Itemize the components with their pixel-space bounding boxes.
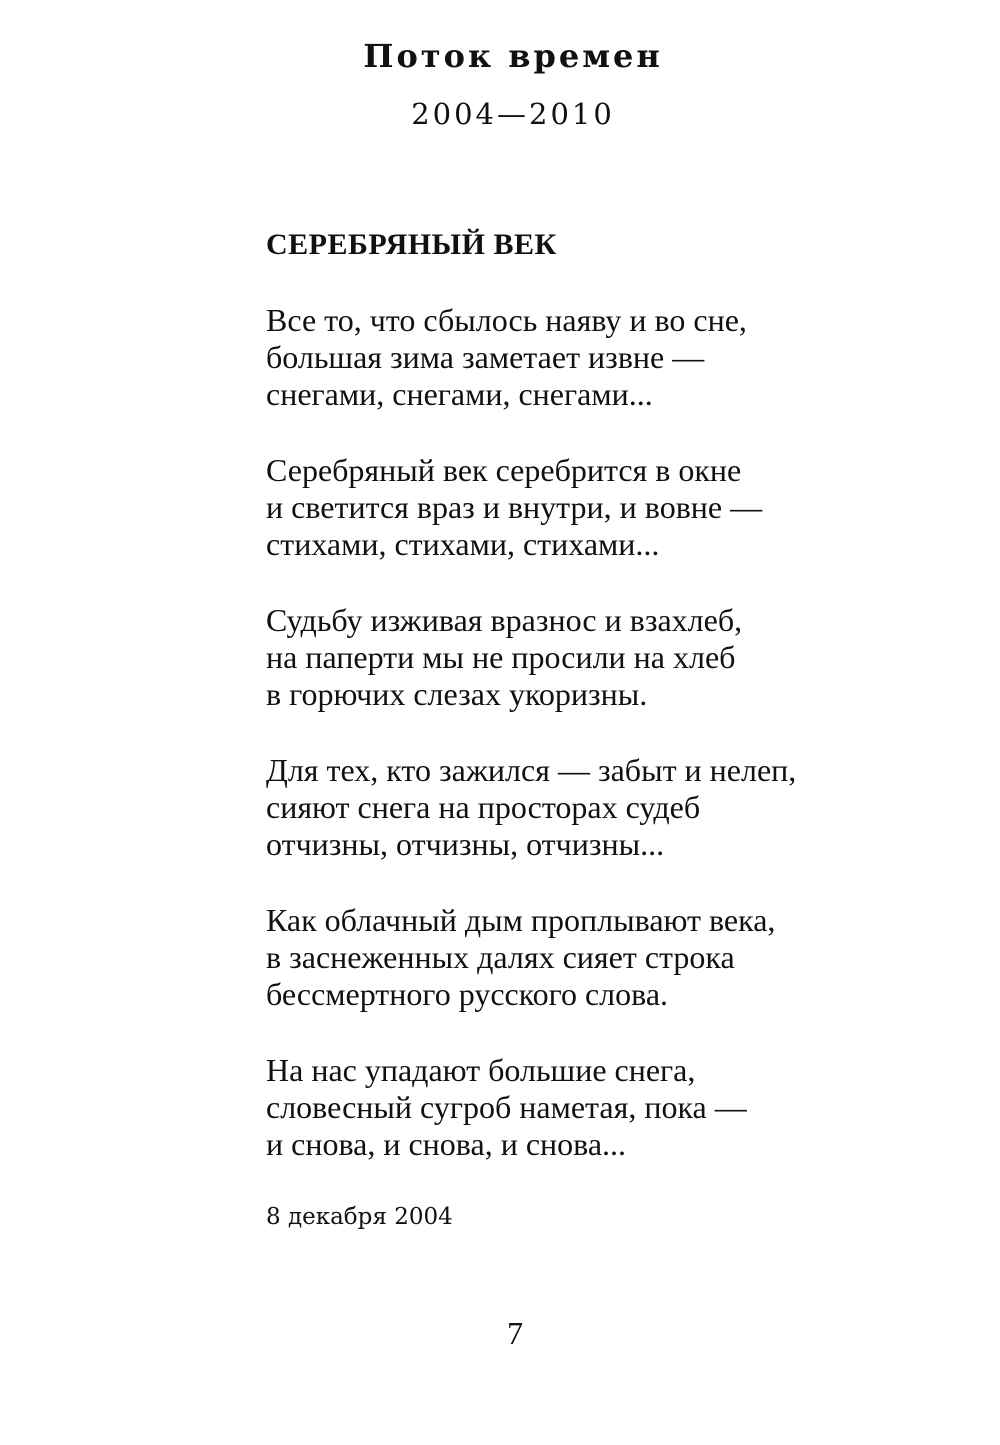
poem-line: Судьбу изживая вразнос и взахлеб,	[266, 602, 743, 638]
section-years: 2004—2010	[411, 97, 615, 131]
poem-line: на паперти мы не просили на хлеб	[266, 639, 736, 675]
poem-line: словесный сугроб наметая, пока —	[266, 1089, 747, 1125]
poem-line: Все то, что сбылось наяву и во сне,	[266, 302, 747, 338]
poem-date: 8 декабря 2004	[266, 1204, 453, 1230]
stanza-5	[266, 902, 966, 1013]
poem-line: бессмертного русского слова.	[266, 976, 669, 1012]
stanza-4	[266, 752, 966, 863]
poem-line: Для тех, кто зажился — забыт и нелеп,	[266, 752, 797, 788]
poem-line: в заснеженных далях сияет строка	[266, 939, 735, 975]
poem-line: большая зима заметает извне —	[266, 339, 705, 375]
poem-title: СЕРЕБРЯНЫЙ ВЕК	[266, 228, 557, 261]
stanza-3	[266, 602, 966, 713]
section-title: Поток времен	[363, 37, 663, 75]
page-number: 7	[507, 1315, 523, 1351]
stanza-6	[266, 1052, 966, 1163]
poem-line: отчизны, отчизны, отчизны...	[266, 826, 665, 862]
poem-line: и снова, и снова, и снова...	[266, 1126, 627, 1162]
poem-line: На нас упадают большие снега,	[266, 1052, 696, 1088]
stanza-1	[266, 302, 966, 413]
poem-line: Как облачный дым проплывают века,	[266, 902, 776, 938]
poem-line: в горючих слезах укоризны.	[266, 676, 648, 712]
poem-line: сияют снега на просторах судеб	[266, 789, 701, 825]
stanza-2	[266, 452, 966, 563]
poem-line: и светится враз и внутри, и вовне —	[266, 489, 763, 525]
poem-body	[266, 302, 966, 1202]
poem-line: снегами, снегами, снегами...	[266, 376, 653, 412]
poem-line: Серебряный век серебрится в окне	[266, 452, 742, 488]
poem-line: стихами, стихами, стихами...	[266, 526, 660, 562]
